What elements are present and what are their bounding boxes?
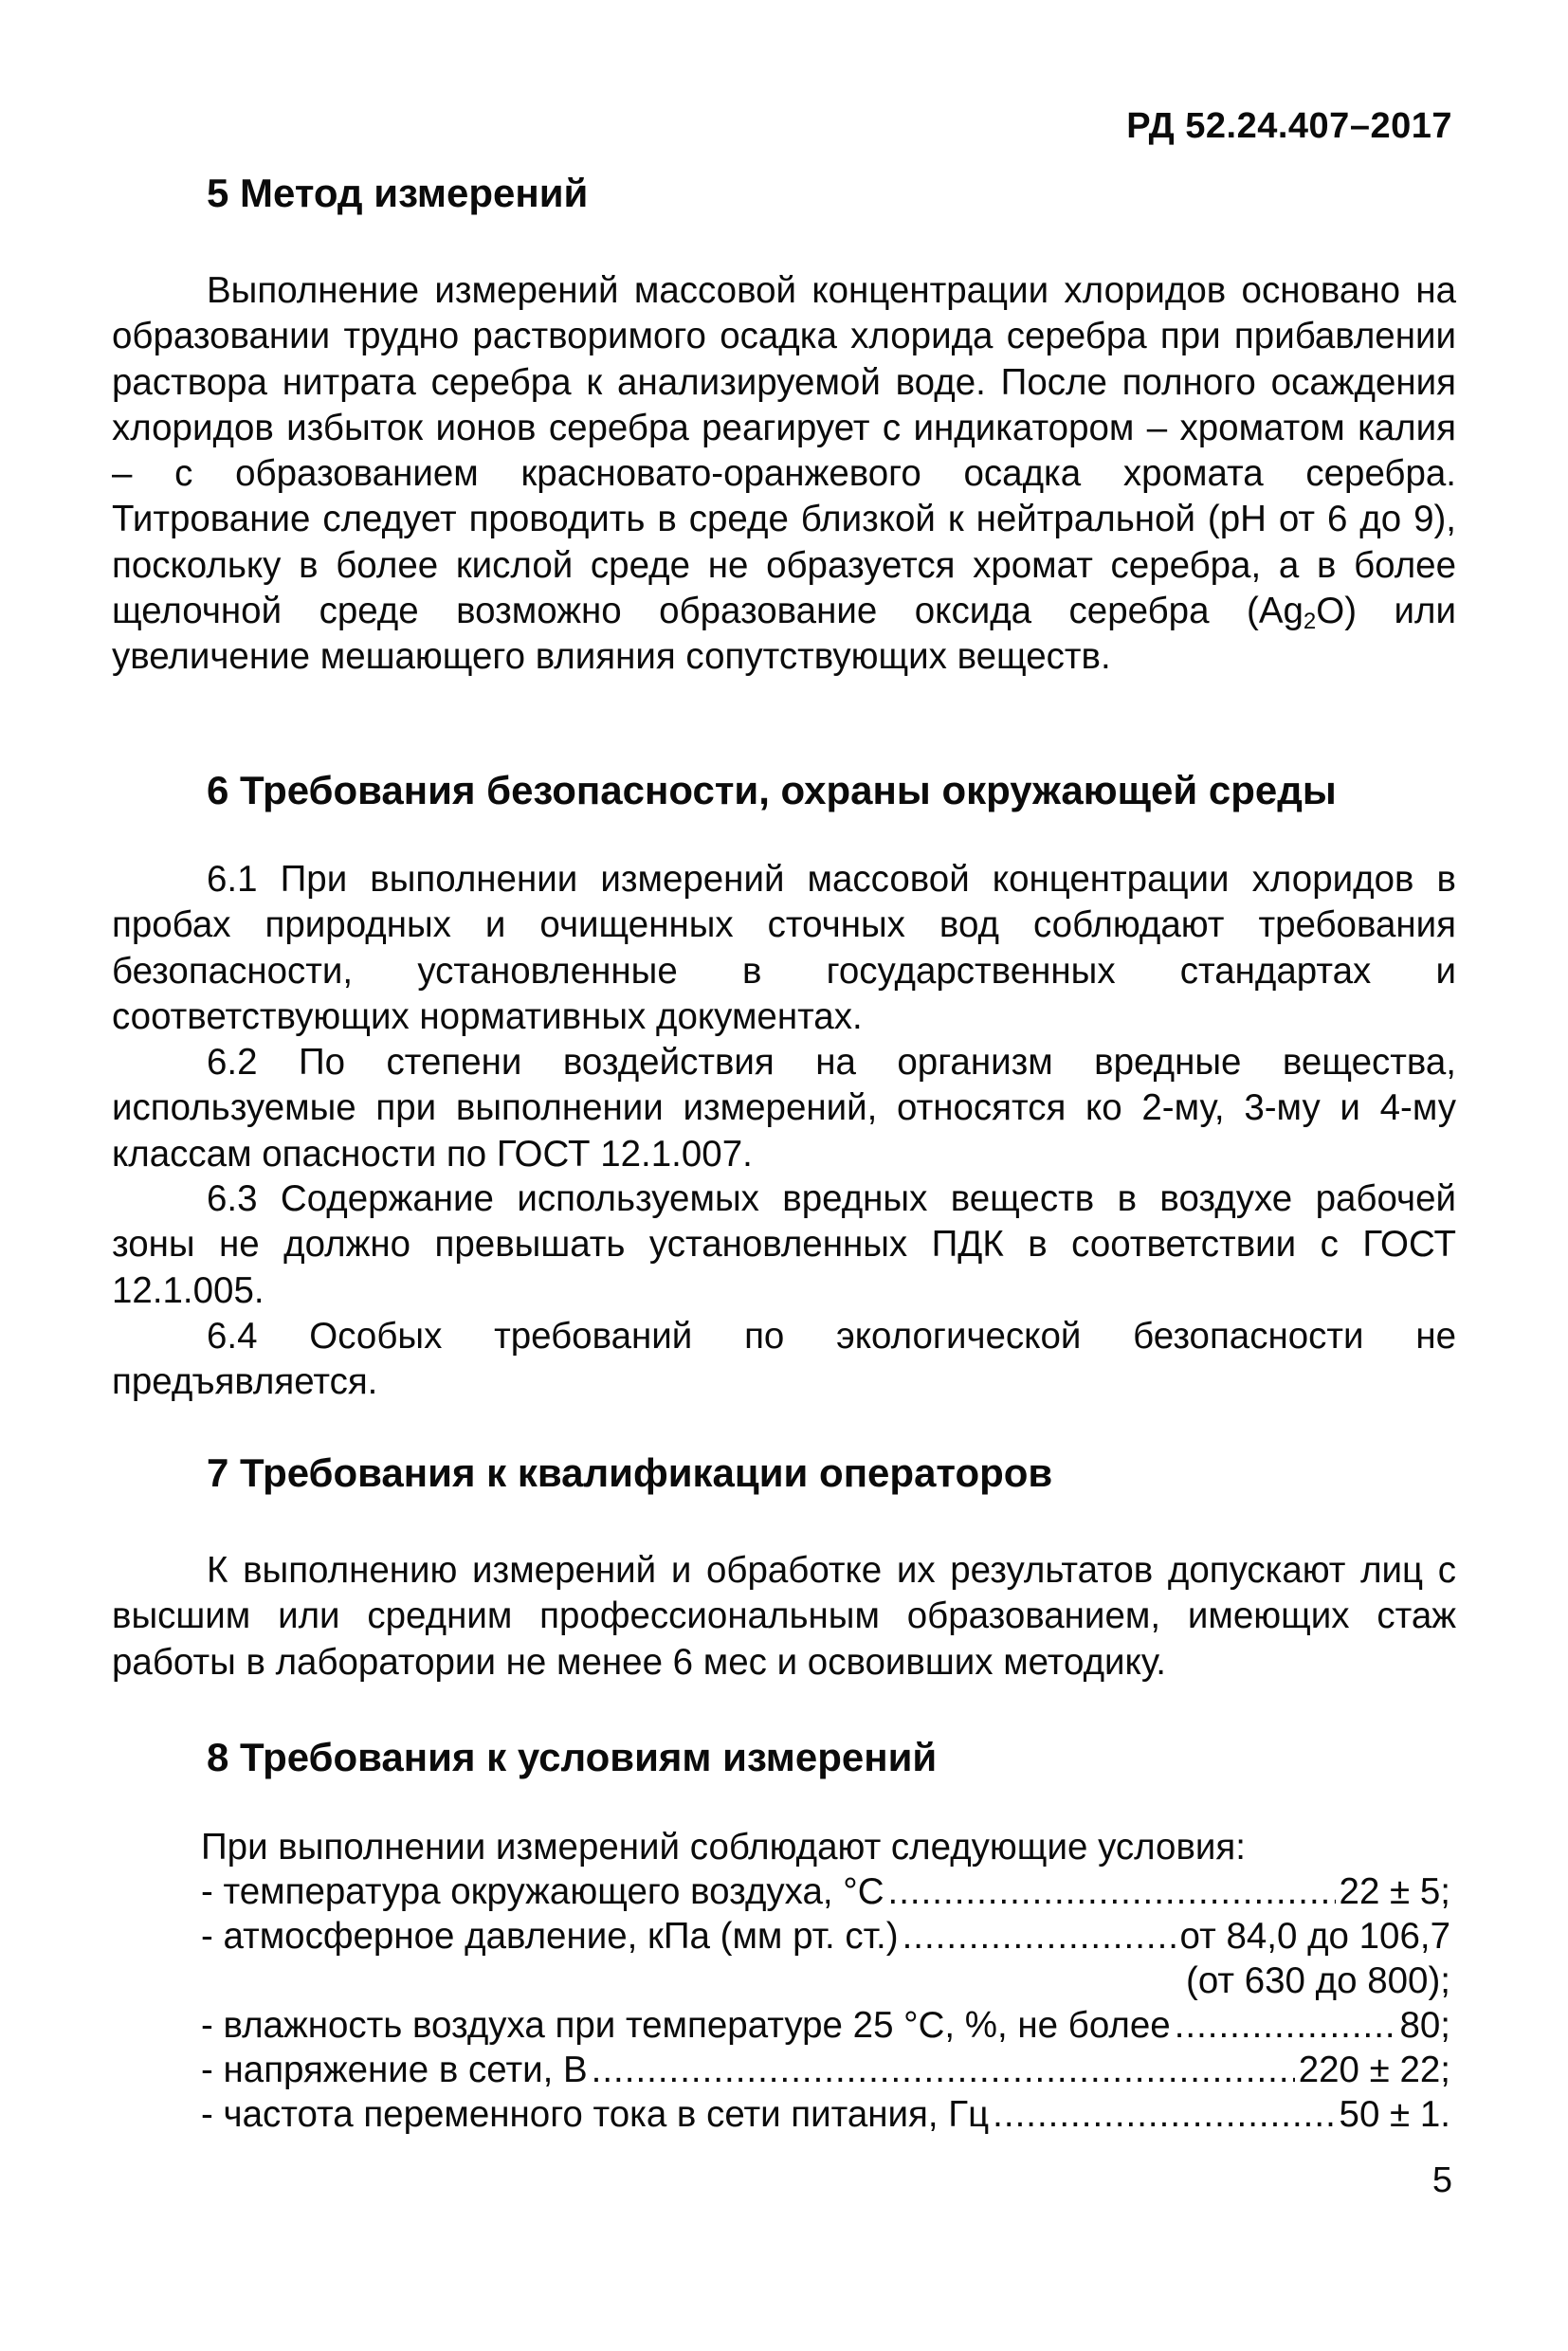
document-code: РД 52.24.407–2017 xyxy=(1126,106,1452,146)
section-6-title: 6 Требования безопасности, охраны окружающей среды xyxy=(207,768,1337,812)
section-5-title: 5 Метод измерений xyxy=(207,171,589,215)
page-number: 5 xyxy=(1431,2160,1452,2200)
section-5-text-part2: ) или увеличение мешающего влияния сопутствующих веществ. xyxy=(112,591,1457,678)
condition-temperature: - температура окружающего воздуха, °С ..... 22 ± 5; xyxy=(201,1869,1450,1914)
condition-pressure: - атмосферное давление, кПа (мм рт. ст.) ..... от 84,0 до 106,7 xyxy=(201,1914,1450,1959)
condition-pressure-continuation: (от 630 до 800); xyxy=(1186,1960,1450,2001)
conditions-list xyxy=(201,1825,1450,2137)
section-6-2-paragraph: 6.2 По степени воздействия на организм вредные вещества, используемые при выполнении измерений, относятся ко 2-му, 3-му и 4-му классам опасности по ГОСТ 12.1.007. xyxy=(112,1042,1456,1175)
chemical-formula: $Ag_2O$ xyxy=(1258,591,1345,635)
section-7-paragraph: К выполнению измерений и обработке их результатов допускают лиц с высшим или средним профессиональным образованием, имеющих стаж работы в лаборатории не менее 6 мес и освоивших методику. xyxy=(112,1550,1456,1683)
section-6-4-paragraph: 6.4 Особых требований по экологической безопасности не предъявляется. xyxy=(112,1316,1456,1403)
conditions-intro: При выполнении измерений соблюдают следующие условия: xyxy=(201,1827,1246,1868)
section-6-1-paragraph: 6.1 При выполнении измерений массовой концентрации хлоридов в пробах природных и очищенных сточных вод соблюдают требования безопасности, установленные в государственных стандартах и соответствующих нормативных документах. xyxy=(112,859,1456,1037)
section-8-title: 8 Требования к условиям измерений xyxy=(207,1735,938,1779)
condition-humidity: - влажность воздуха при температуре 25 °С, %, не более ..... 80; xyxy=(201,2003,1450,2048)
section-5-text-part1: Выполнение измерений массовой концентрации хлоридов основано на образовании трудно растворимого осадка хлорида серебра при прибавлении раствора нитрата серебра к анализируемой воде. После полного осаждения хлоридов избыток ионов серебра реагирует с индикатором – хроматом калия – с образованием красновато-оранжевого осадка хромата серебра. Титрование следует проводить в среде близкой к нейтральной (рН от 6 до 9), поскольку в более кислой среде не образуется хромат серебра, а в более щелочной среде возможно образование оксида серебра ( xyxy=(112,270,1456,632)
condition-voltage: - напряжение в сети, В ..... 220 ± 22; xyxy=(201,2048,1450,2092)
section-7-title: 7 Требования к квалификации операторов xyxy=(207,1450,1053,1495)
section-6-3-paragraph: 6.3 Содержание используемых вредных веществ в воздухе рабочей зоны не должно превышать установленных ПДК в соответствии с ГОСТ 12.1.005. xyxy=(112,1178,1456,1311)
section-5-paragraph xyxy=(112,268,1456,681)
condition-frequency: - частота переменного тока в сети питания, Гц ..... 50 ± 1. xyxy=(201,2092,1450,2137)
